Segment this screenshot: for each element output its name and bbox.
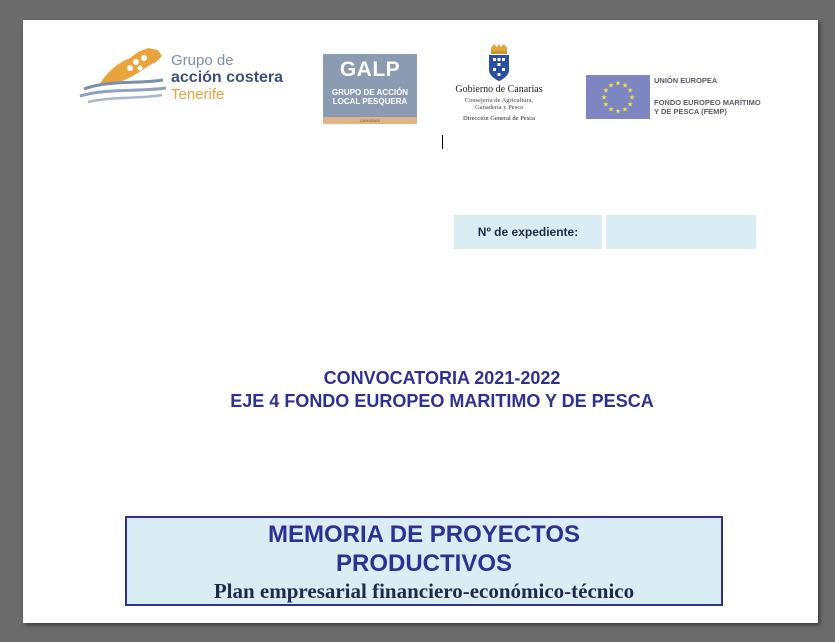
eu-star-icon: ★ <box>600 94 608 102</box>
eu-logo-line2: FONDO EUROPEO MARÍTIMO <box>654 98 761 107</box>
eu-star-icon: ★ <box>602 87 610 95</box>
eu-stars-icon <box>586 75 650 119</box>
eu-star-icon: ★ <box>602 101 610 109</box>
galp-logo <box>323 54 417 124</box>
eu-star-icon: ★ <box>621 82 629 90</box>
grupo-accion-costera-logo <box>78 44 298 106</box>
galp-logo-band-text: CANARIAS <box>359 118 381 123</box>
eu-flag-icon <box>586 75 650 119</box>
coat-of-arms-icon <box>485 44 513 82</box>
galp-logo-band <box>323 117 417 124</box>
expediente-field[interactable] <box>606 215 756 249</box>
memoria-title-line1: MEMORIA DE PROYECTOS <box>267 521 581 548</box>
galp-logo-title: GALP <box>339 58 401 81</box>
tenerife-island-icon <box>78 44 173 106</box>
galp-logo-sub1: GRUPO DE ACCIÓN <box>331 88 409 97</box>
text-cursor <box>442 135 443 149</box>
convocatoria-title-line1: CONVOCATORIA 2021-2022 <box>323 368 561 388</box>
eu-star-icon: ★ <box>607 106 615 114</box>
eu-star-icon: ★ <box>621 106 629 114</box>
memoria-subtitle: Plan empresarial financiero-económico-técnico <box>213 579 635 603</box>
gobierno-logo-sub2: Ganadería y Pesca <box>474 104 523 111</box>
eu-star-icon: ★ <box>614 80 622 88</box>
convocatoria-title-line2: EJE 4 FONDO EUROPEO MARITIMO Y DE PESCA <box>230 391 654 411</box>
gobierno-canarias-logo <box>441 44 557 124</box>
gac-logo-line3: Tenerife <box>171 86 225 103</box>
convocatoria-title <box>23 367 818 413</box>
document-page <box>23 20 818 623</box>
gac-logo-line1: Grupo de <box>171 52 234 69</box>
eu-star-icon: ★ <box>626 87 634 95</box>
expediente-label: Nº de expediente: <box>454 215 602 249</box>
eu-logo-line3: Y DE PESCA (FEMP) <box>654 107 727 116</box>
galp-logo-subtitle <box>323 88 417 106</box>
gobierno-logo-direccion: Dirección General de Pesca <box>462 115 535 122</box>
gobierno-logo-sub1: Consejería de Agricultura, <box>464 97 534 104</box>
eu-star-icon: ★ <box>626 101 634 109</box>
memoria-title-line2: PRODUCTIVOS <box>335 550 512 577</box>
gobierno-logo-consejeria <box>441 97 557 111</box>
memoria-box <box>125 516 723 606</box>
eu-logo-line1: UNIÓN EUROPEA <box>654 76 718 85</box>
eu-star-icon: ★ <box>614 108 622 116</box>
eu-logo-text <box>654 76 761 116</box>
eu-star-icon: ★ <box>607 82 615 90</box>
gobierno-logo-name: Gobierno de Canarias <box>455 84 543 95</box>
galp-logo-sub2: LOCAL PESQUERA <box>332 97 408 106</box>
gac-logo-line2: acción costera <box>171 69 284 86</box>
eu-star-icon: ★ <box>628 94 636 102</box>
